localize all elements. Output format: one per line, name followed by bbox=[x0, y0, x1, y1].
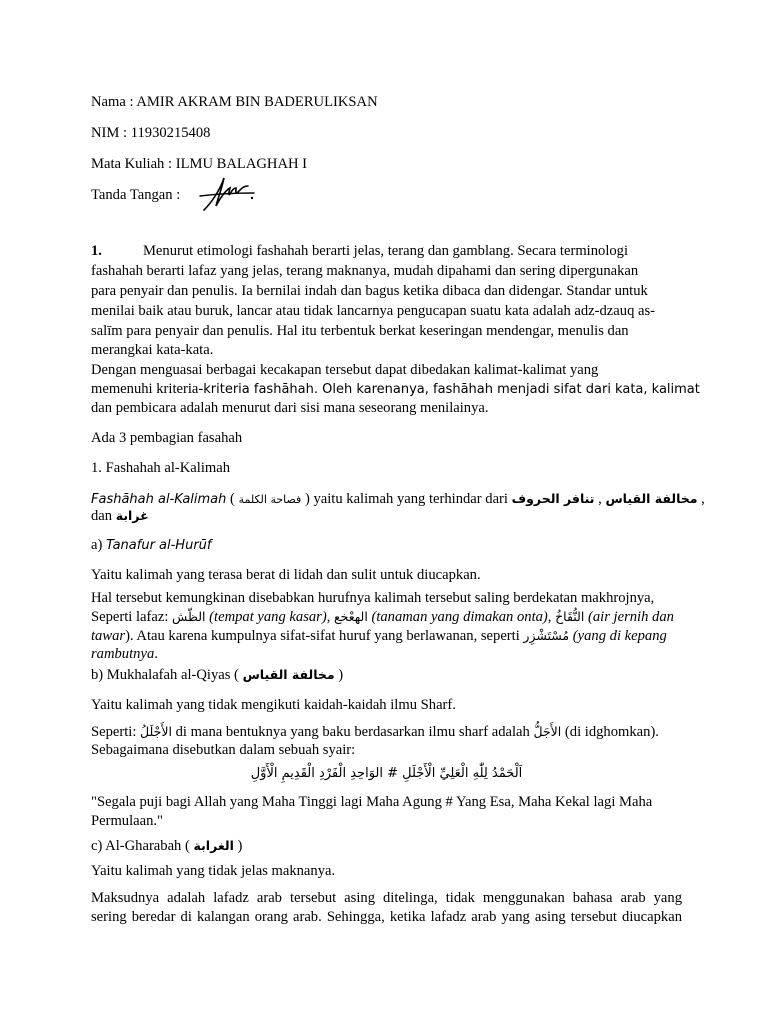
subsection-b-line-1 bbox=[91, 722, 682, 743]
subsection-b-label: b) Mukhalafah al-Qiyas ( bbox=[91, 667, 243, 683]
subsection-c-line-1: Maksudnya adalah lafadz arab tersebut asing ditelinga, tidak menggunakan bahasa arab yang bbox=[91, 890, 682, 906]
poem-translation-1: "Segala puji bagi Allah yang Maha Tinggi lagi Maha Agung # Yang Esa, Maha Kekal lagi Maha bbox=[91, 794, 653, 810]
q1-line-8b: kriteria fashāhah. Oleh karenanya, fashāhah menjadi sifat dari kata, kalimat bbox=[203, 382, 700, 397]
rambutnya-word: rambutnya bbox=[91, 646, 155, 662]
subsection-a-line-1: Hal tersebut kemungkinan disebabkan hurufnya kalimah tersebut saling berdekatan makhrojnya, bbox=[91, 590, 655, 606]
q1-line-8a: memenuhi kriteria- bbox=[91, 381, 204, 397]
arabic-example-3: النُّقَاخُ bbox=[555, 609, 585, 624]
example-3-meaning: (air jernih dan bbox=[584, 609, 674, 625]
arabic-poem: اَلْحَمْدُ لِلّٰهِ الْعَلِيِّ الْأَجْلَلِ # الوَاحِدِ الْفَرْدِ الْقَدِيمِ الْأَوَّلِ bbox=[250, 766, 523, 781]
fashahah-kalimah-term: Fashāhah al-Kalimah bbox=[91, 492, 227, 507]
tawar-word: tawar bbox=[91, 628, 126, 644]
arabic-mukhalafah: مخالفة القياس bbox=[605, 491, 698, 506]
student-nim: NIM : 11930215408 bbox=[91, 125, 211, 141]
poem-translation-2: Permulaan." bbox=[91, 813, 164, 829]
q1-line-4: menilai baik atau buruk, lancar atau tidak lancarnya pengucapan suatu kata adalah adz-dzauq as- bbox=[91, 303, 656, 319]
subsection-a-line-3-text: ). Atau karena kumpulnya sifat-sifat huruf yang berlawanan, seperti bbox=[125, 628, 524, 644]
intro-text: ) yaitu kalimah yang terhindar dari bbox=[301, 491, 512, 507]
subsection-b-line-2: Sebagaimana disebutkan dalam sebuah syair: bbox=[91, 742, 356, 758]
subsection-b-title bbox=[91, 665, 682, 686]
comma-2: , bbox=[697, 491, 705, 507]
arabic-mukhalafah-title: مخالفة القياس bbox=[242, 667, 335, 682]
q1-line-1 bbox=[91, 242, 682, 262]
example-1-meaning: (tempat yang kasar) bbox=[205, 609, 327, 625]
section-1-intro-line-2 bbox=[91, 506, 682, 527]
comma: , bbox=[594, 491, 606, 507]
q1-line-3: para penyair dan penulis. Ia bernilai indah dan bagus ketika dibaca dan didengar. Standar untuk bbox=[91, 283, 648, 299]
q1-line-6: merangkai kata-kata. bbox=[91, 342, 214, 358]
subsection-b-line-1-text: di mana bentuknya yang baku berdasarkan ilmu sharf adalah bbox=[171, 724, 534, 740]
paren-close: ) bbox=[334, 667, 344, 683]
period: . bbox=[154, 646, 158, 662]
subsection-b-desc: Yaitu kalimah yang tidak mengikuti kaidah-kaidah ilmu Sharf. bbox=[91, 697, 456, 713]
signature-label: Tanda Tangan : bbox=[91, 187, 181, 203]
tanafur-term: Tanafur al-Hurūf bbox=[106, 538, 212, 553]
subsection-c-title bbox=[91, 836, 682, 857]
idghom-note: (di idghomkan). bbox=[561, 724, 659, 740]
subsection-a-line-4 bbox=[91, 645, 682, 665]
subsection-a-line-3 bbox=[91, 626, 682, 647]
subsection-a-desc: Yaitu kalimah yang terasa berat di lidah dan sulit untuk diucapkan. bbox=[91, 567, 481, 583]
paren-close-c: ) bbox=[233, 838, 243, 854]
q1-line-8 bbox=[91, 380, 700, 400]
student-name: Nama : AMIR AKRAM BIN BADERULIKSAN bbox=[91, 94, 378, 110]
arabic-ajall: الأَجَلُّ bbox=[533, 724, 562, 739]
q1-text-1: Menurut etimologi fashahah berarti jelas, terang dan gamblang. Secara terminologi bbox=[142, 243, 629, 259]
handwritten-signature bbox=[198, 172, 258, 216]
seperti-label: Seperti: bbox=[91, 724, 141, 740]
arabic-example-4: مُسْتَشْزِر bbox=[523, 628, 570, 643]
dan-text: dan bbox=[91, 508, 116, 524]
subsection-a-title bbox=[91, 536, 682, 556]
subsection-c-label: c) Al-Gharabah ( bbox=[91, 838, 194, 854]
q1-line-5: salīm para penyair dan penulis. Hal itu terbentuk berkat keseringan mendengar, menulis dan bbox=[91, 323, 629, 339]
example-4-meaning: (yang di kepang bbox=[569, 628, 667, 644]
arabic-ajlal: الأَجْلَلُ bbox=[140, 724, 172, 739]
q1-line-2: fashahah berarti lafaz yang jelas, terang maknanya, mudah dipahami dan sering dipergunakan bbox=[91, 263, 639, 279]
example-intro: Seperti lafaz: bbox=[91, 609, 173, 625]
q1-number: 1. bbox=[91, 243, 102, 259]
subsection-a-line-2: Seperti lafaz: الظّش (tempat yang kasar), الهعْخع (tanaman yang dimakan onta), النُّقَاخُ (air jernih dan bbox=[91, 609, 674, 625]
arabic-fashahah-kalimah: فصاحة الكلمة bbox=[238, 493, 302, 506]
course-name: Mata Kuliah : ILMU BALAGHAH I bbox=[91, 156, 308, 172]
arabic-gharabah: غرابة bbox=[115, 508, 149, 523]
arabic-gharabah-title: الغرابة bbox=[193, 838, 234, 853]
arabic-example-1: الظّش bbox=[172, 609, 206, 624]
arabic-example-2: الهعْخع bbox=[334, 609, 368, 624]
example-2-meaning: (tanaman yang dimakan onta) bbox=[367, 609, 548, 625]
subsection-a-prefix: a) bbox=[91, 537, 106, 553]
section-1-title: 1. Fashahah al-Kalimah bbox=[91, 460, 231, 476]
paren-open: ( bbox=[226, 491, 239, 507]
q1-line-7: Dengan menguasai berbagai kecakapan tersebut dapat dibedakan kalimat-kalimat yang bbox=[91, 362, 599, 378]
section-intro: Ada 3 pembagian fasahah bbox=[91, 430, 243, 446]
subsection-c-line-2: sering beredar di kalangan orang arab. Sehingga, ketika lafadz arab yang asing tersebut diucapkan bbox=[91, 909, 682, 925]
arabic-tanafur: تنافر الحروف bbox=[511, 491, 595, 506]
subsection-c-desc: Yaitu kalimah yang tidak jelas maknanya. bbox=[91, 863, 336, 879]
q1-line-9: dan pembicara adalah menurut dari sisi mana seseorang menilainya. bbox=[91, 400, 489, 416]
